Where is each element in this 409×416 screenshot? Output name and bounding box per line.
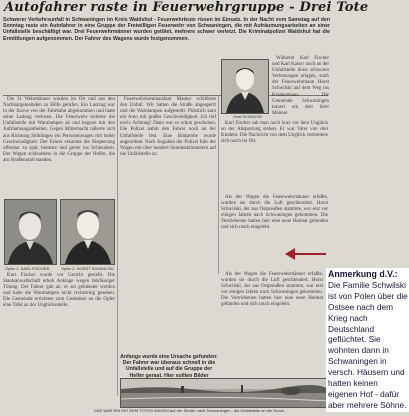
article-text: Als der Wagen die Feuerwehrmänner erfaßte, wurden sie durch die Luft geschleudert. Horst Schwilski, der aus Ostpreußen stammte, war erst vor einigen Jahren nach Schwaningen gekommen. Die Vertriebenen hatten hier eine neue Heimat gefunden und sich rasch eingelebt. — [221, 195, 328, 231]
victim-photo-1 — [4, 199, 57, 265]
photo-caption: Horst SCHWILSKI — [233, 115, 263, 119]
accident-scene-photo — [120, 378, 330, 408]
article-column-3 — [272, 56, 329, 131]
article-text: Feuerwehrkommandant Mauter schilderte den Unfall: Wir hatten die Straße abgesperrt und die Warnlampen aufgestellt. Plötzlich kam ein Auto mit großer Geschwindigkeit. Ich rief noch: Achtung! Dann war es schon geschehen. Die Polizei nahm den Fahrer noch an der Unfallstelle fest. Eine Blutprobe wurde angeordnet. Nach Angaben der Polizei fuhr der Wagen mit über hundert Stundenkilometern auf die Unfallstelle zu. — [120, 97, 216, 157]
portrait-figure — [61, 200, 114, 264]
annotation-text: Die Familie Schwilski ist von Polen über die Ostsee nach dem Krieg nach Deutschland geflüchtet. Sie wohnten dann in Schwaningen in versch. Häusern und hatten keinen eigenen Hof - dafür aber mehrere Söhne. — [328, 279, 408, 410]
portrait-figure — [5, 200, 56, 264]
scene-photo-caption: DAS WAR EIN MIT DEM TOTEN WAGEN auf der Straße nach Schwaningen - die Unfallstelle an der Kurve. — [94, 408, 286, 413]
article-column-2 — [120, 97, 216, 352]
annotation-arrow-icon — [284, 247, 328, 261]
article-column-1 — [3, 97, 115, 197]
article-text: Als der Wagen die Feuerwehrmänner erfaßte, wurden sie durch die Luft geschleudert. Horst Schwilski, der aus Ostpreußen stammte, war erst vor einigen Jahren nach Schwaningen gekommen. Die Vertriebenen hatten hier eine neue Heimat gefunden und sich rasch eingelebt. — [221, 272, 323, 308]
column-rule — [218, 96, 219, 274]
headline: Autofahrer raste in Feuerwehrgruppe - Drei Tote — [4, 0, 369, 15]
article-text: Während Karl Fischer und Karl Kaiser noch an der Unfallstelle ihren schweren Verletzungen erlagen, starb der Feuerwehrmann Horst Schwilski auf dem Weg ins Krankenhaus. Die Gemeinde Schwaningen trauert um drei ihrer Männer. — [272, 56, 329, 116]
portrait-photo — [221, 59, 269, 114]
article-text: Die 31 Wehrmänner wurden im Ort und aus den Nachbargemeinden zu Hilfe gerufen. Ein Lastzug war in der Kurve von der Fahrbahn abgekommen und hatte seine Ladung verloren. Die Feuerwehr sicherte die Unfallstelle mit Warnlampen ab und begann mit den Aufräumungsarbeiten. Gegen Mitternacht näherte sich aus Richtung Stühlingen ein Personenwagen mit hoher Geschwindigkeit. Der Fahrer erkannte die Absperrung offenbar zu spät, bremste und geriet ins Schleudern. Der Wagen schleuderte in die Gruppe der Helfer, die am Straßenrand standen. — [3, 97, 115, 163]
subhead: Anfangs wurde eine Ursache gefunden: Der Fahrer war überaus schnell in die Unfallstelle und auf die Gruppe der Helfer gerast. Hier sollten Bilder — [120, 354, 218, 379]
column-rule — [117, 96, 118, 396]
lede-paragraph: Schwerer Verkehrsunfall in Schwaningen im Kreis Waldshut - Feuerwehrleute rissen im Einsatz. In der Nacht vom Samstag auf den Sonntag raste ein Autofahrer in eine Gruppe der Freiwilligen Feuerwehr von Schwaningen, die mit Aufräumungsarbeiten an einer Unfallstelle beschäftigt war. Drei Feuerwehrmänner wurden getötet, mehrere schwer verletzt. Die Kriminalpolizei Waldshut hat die Ermittlungen aufgenommen. Der Fahrer des Wagens wurde festgenommen. — [3, 17, 330, 42]
photo-caption: Opfer 2: HORST SCHWILSKI — [61, 266, 114, 271]
article-column-6 — [3, 273, 115, 408]
author-annotation — [326, 268, 409, 412]
article-text: Karl Fischer sah man noch kurz vor dem Unglück an der Absperrung stehen. Er war Vater von drei Kindern. Die Nachricht von dem Unglück verbreitete sich rasch im Ort. — [221, 121, 328, 145]
victim-photo-2 — [60, 199, 115, 265]
scene-image — [121, 379, 329, 407]
portrait-figure — [222, 60, 268, 113]
photo-caption: Opfer 1: KARL FISCHER — [5, 266, 50, 271]
article-column-7 — [221, 272, 323, 376]
article-text: Kurt Fischer wurde vor Gericht gestellt. Die Staatsanwaltschaft erhob Anklage wegen fahrlässiger Tötung. Der Fahrer gab an, er sei geblendet worden und habe die Warnlampen nicht rechtzeitig gesehen. Die Gemeinde errichtete zum Gedenken an die Opfer eine Tafel an der Unglücksstelle. — [3, 273, 115, 309]
annotation-title: Anmerkung d.V.: — [328, 269, 398, 279]
article-column-4 — [221, 121, 328, 193]
